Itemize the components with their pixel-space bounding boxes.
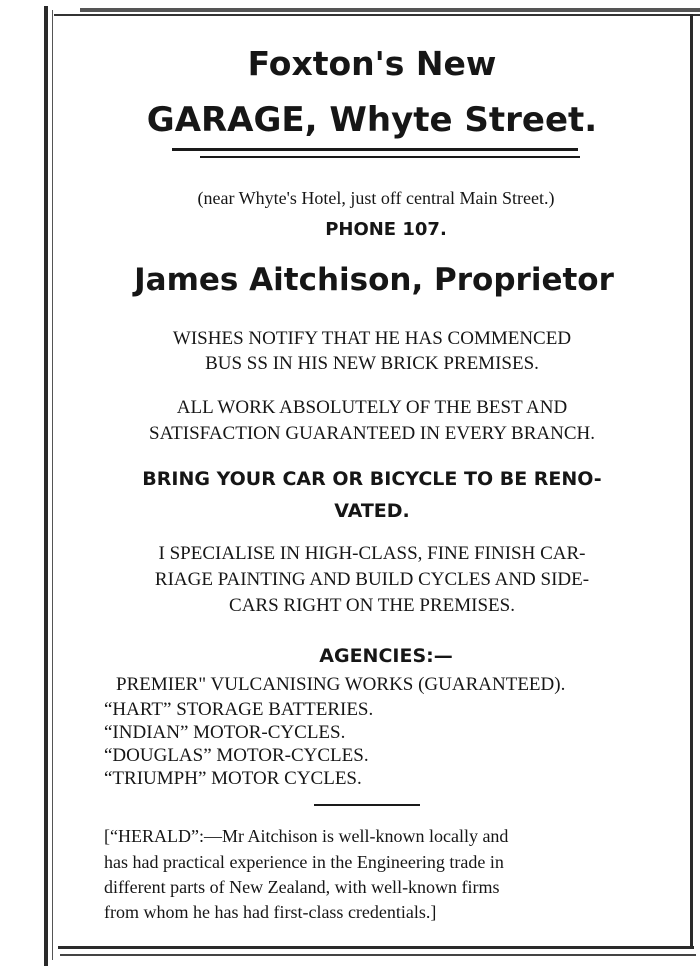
herald-line-4: from whom he has had first-class credentials.] (104, 902, 437, 922)
border-bottom-inner (60, 954, 696, 956)
section-rule (314, 804, 420, 806)
quality-line-1: ALL WORK ABSOLUTELY OF THE BEST AND (176, 397, 568, 418)
agency-item: PREMIER" VULCANISING WORKS (GUARANTEED). (116, 674, 566, 695)
border-top-outer (80, 8, 700, 12)
agency-item: “TRIUMPH” MOTOR CYCLES. (104, 768, 362, 789)
specialise-line-3: CARS RIGHT ON THE PREMISES. (229, 595, 515, 616)
title-line-1: Foxton's New (247, 44, 497, 83)
quality-line-2: SATISFACTION GUARANTEED IN EVERY BRANCH. (149, 423, 595, 444)
agency-item: “DOUGLAS” MOTOR-CYCLES. (104, 745, 369, 766)
title-rule-2 (200, 156, 580, 158)
border-bottom (58, 946, 694, 949)
renovate-line-1: BRING YOUR CAR OR BICYCLE TO BE RENO- (142, 468, 602, 490)
notice-line-1: WISHES NOTIFY THAT HE HAS COMMENCED (172, 328, 572, 349)
location-line: (near Whyte's Hotel, just off central Main Street.) (197, 188, 555, 208)
agency-item: “HART” STORAGE BATTERIES. (104, 699, 374, 720)
herald-line-3: different parts of New Zealand, with well-known firms (104, 877, 500, 897)
specialise-line-1: I SPECIALISE IN HIGH-CLASS, FINE FINISH CAR- (158, 543, 586, 564)
renovate-line-2: VATED. (334, 500, 410, 522)
herald-line-2: has had practical experience in the Engineering trade in (104, 852, 504, 872)
specialise-line-2: RIAGE PAINTING AND BUILD CYCLES AND SIDE- (154, 569, 590, 590)
notice-line-2: BUS SS IN HIS NEW BRICK PREMISES. (205, 353, 539, 374)
phone-line: PHONE 107. (325, 219, 447, 240)
proprietor-line: James Aitchison, Proprietor (134, 262, 614, 298)
agency-item: “INDIAN” MOTOR-CYCLES. (104, 722, 346, 743)
border-top (54, 14, 700, 16)
title-line-2: GARAGE, Whyte Street. (146, 100, 598, 140)
herald-line-1: [“HERALD”:—Mr Aitchison is well-known locally and (104, 826, 509, 846)
title-rule-1 (172, 148, 578, 151)
agencies-heading: AGENCIES:— (319, 645, 453, 667)
